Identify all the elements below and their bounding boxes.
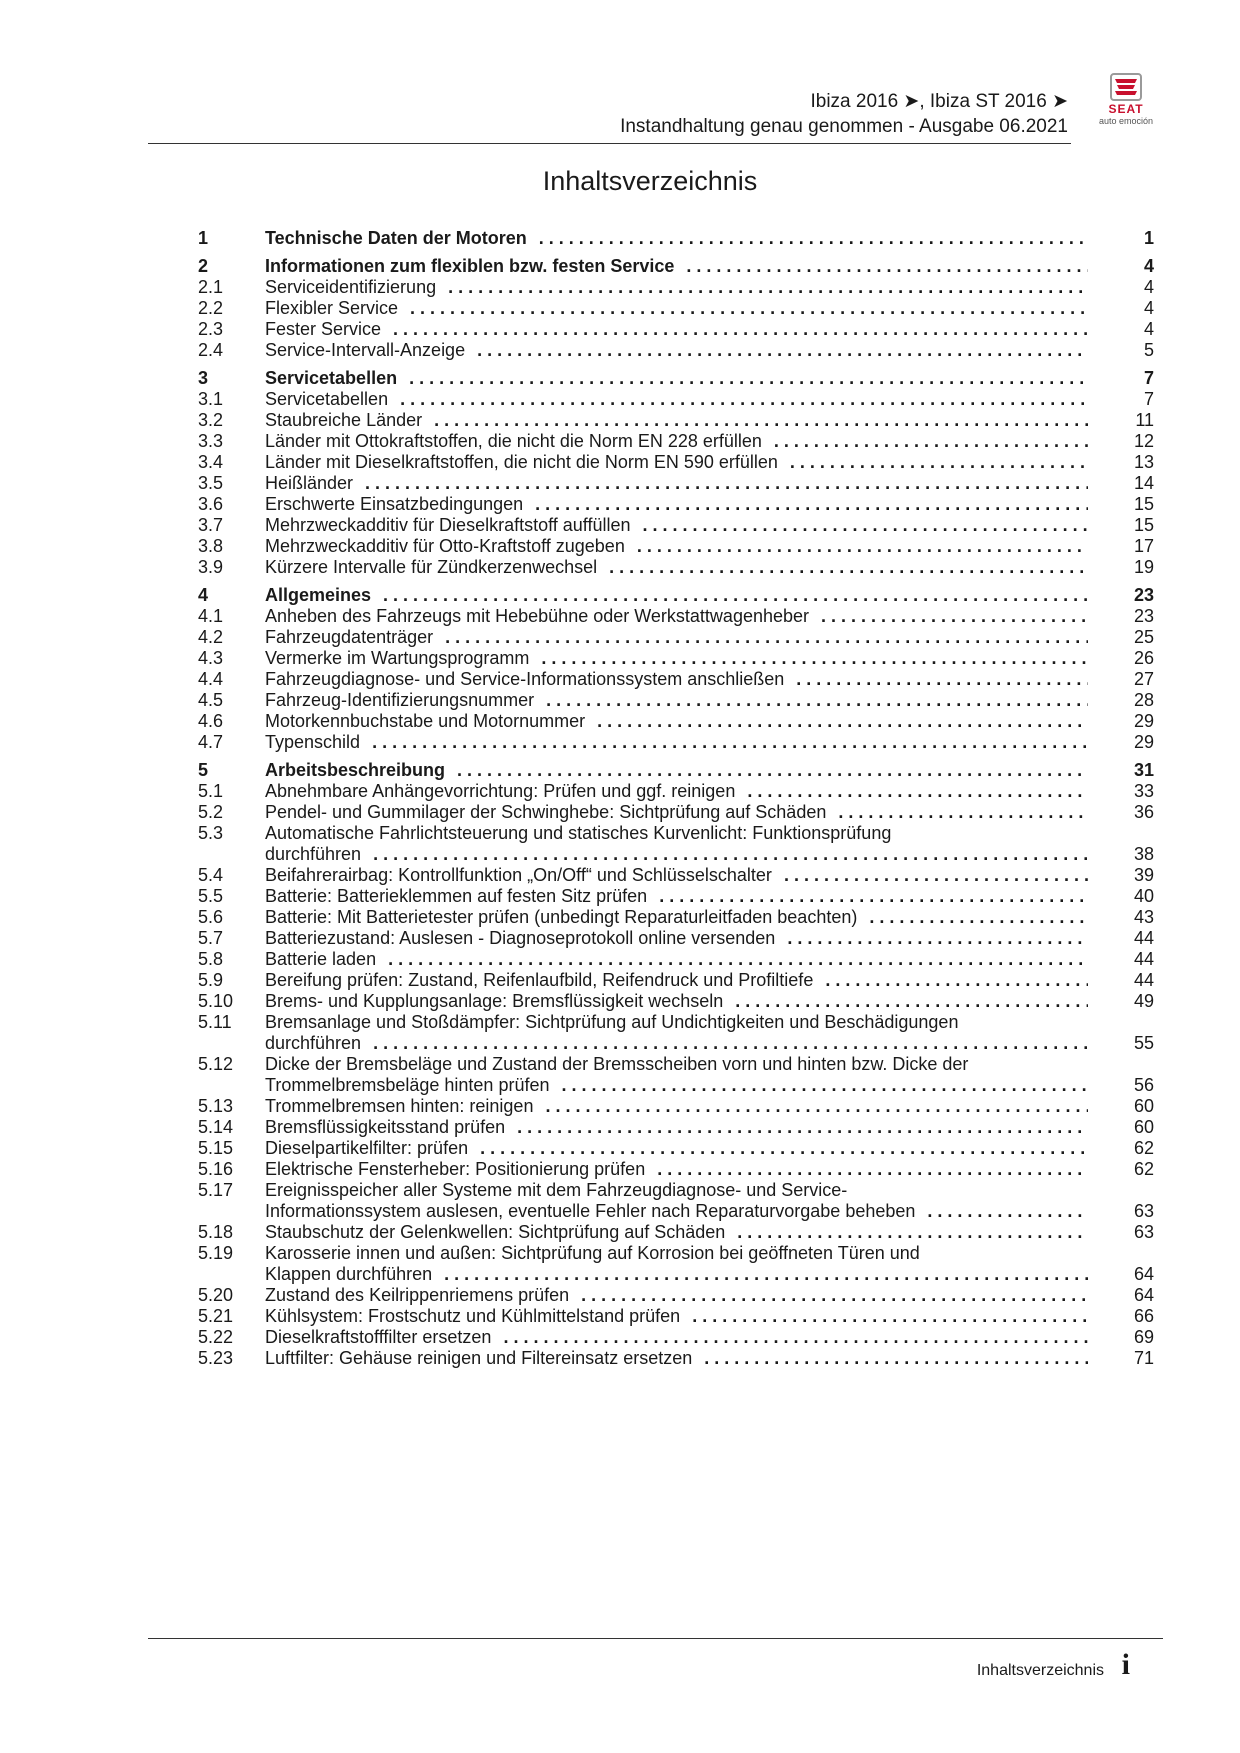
toc-entry-title: Elektrische Fensterheber: Positionierung prüfen bbox=[265, 1159, 646, 1179]
toc-dot-leader bbox=[838, 802, 1088, 823]
toc-entry-title: Servicetabellen bbox=[265, 389, 389, 409]
toc-dot-leader bbox=[869, 907, 1088, 928]
toc-entry-title: Bereifung prüfen: Zustand, Reifenlaufbild, Reifendruck und Profiltiefe bbox=[265, 970, 814, 990]
toc-dot-leader bbox=[686, 256, 1088, 277]
toc-entry-title: Heißländer bbox=[265, 473, 354, 493]
toc-page-number: 28 bbox=[1133, 690, 1154, 710]
toc-page-number: 13 bbox=[1133, 452, 1154, 472]
toc-entry-title: Anheben des Fahrzeugs mit Hebebühne oder Werkstattwagenheber bbox=[265, 606, 810, 626]
footer-divider bbox=[148, 1638, 1163, 1639]
toc-page-number: 64 bbox=[1133, 1264, 1154, 1284]
toc-section-entry[interactable] bbox=[198, 1243, 1154, 1285]
toc-chapter-entry[interactable] bbox=[198, 585, 1154, 606]
toc-chapter-entry[interactable] bbox=[198, 228, 1154, 249]
toc-section-entry[interactable] bbox=[198, 431, 1154, 452]
toc-entry-title: Automatische Fahrlichtsteuerung und statisches Kurvenlicht: Funktionsprüfung bbox=[265, 823, 892, 843]
toc-dot-leader bbox=[657, 1159, 1088, 1180]
toc-section-entry[interactable] bbox=[198, 970, 1154, 991]
toc-entry-number: 5.17 bbox=[198, 1180, 234, 1200]
toc-page-number: 38 bbox=[1133, 844, 1154, 864]
toc-entry-number: 5 bbox=[198, 760, 209, 780]
toc-section-entry[interactable] bbox=[198, 410, 1154, 431]
toc-entry-number: 5.2 bbox=[198, 802, 224, 822]
toc-dot-leader bbox=[790, 452, 1088, 473]
toc-dot-leader bbox=[737, 1222, 1088, 1243]
toc-entry-title: Batterie: Mit Batterietester prüfen (unbedingt Reparaturleitfaden beachten) bbox=[265, 907, 858, 927]
toc-section-entry[interactable] bbox=[198, 494, 1154, 515]
toc-dot-leader bbox=[535, 494, 1088, 515]
toc-entry-title: Abnehmbare Anhängevorrichtung: Prüfen und ggf. reinigen bbox=[265, 781, 736, 801]
toc-section-entry[interactable] bbox=[198, 557, 1154, 578]
toc-dot-leader bbox=[477, 340, 1088, 361]
toc-page-number: 44 bbox=[1133, 949, 1154, 969]
toc-dot-leader bbox=[373, 844, 1088, 865]
toc-entry-number: 5.18 bbox=[198, 1222, 234, 1242]
toc-page-number: 31 bbox=[1133, 760, 1154, 780]
toc-dot-leader bbox=[365, 473, 1088, 494]
toc-page-number: 12 bbox=[1133, 431, 1154, 451]
toc-page-number: 49 bbox=[1133, 991, 1154, 1011]
toc-section-entry[interactable] bbox=[198, 1159, 1154, 1180]
toc-entry-title: Beifahrerairbag: Kontrollfunktion „On/Off“ und Schlüsselschalter bbox=[265, 865, 772, 885]
toc-page-number: 60 bbox=[1133, 1096, 1154, 1116]
toc-entry-title: Servicetabellen bbox=[265, 368, 398, 388]
toc-dot-leader bbox=[546, 690, 1088, 711]
toc-section-entry[interactable] bbox=[198, 1180, 1154, 1222]
toc-page-number: 33 bbox=[1133, 781, 1154, 801]
toc-chapter-entry[interactable] bbox=[198, 760, 1154, 781]
toc-page-number: 55 bbox=[1133, 1033, 1154, 1053]
toc-entry-number: 5.22 bbox=[198, 1327, 234, 1347]
toc-entry-title: Fahrzeug-Identifizierungsnummer bbox=[265, 690, 535, 710]
toc-entry-number: 5.21 bbox=[198, 1306, 234, 1326]
toc-entry-number: 4.7 bbox=[198, 732, 224, 752]
toc-entry-number: 5.9 bbox=[198, 970, 224, 990]
toc-entry-number: 3.2 bbox=[198, 410, 224, 430]
toc-entry-title: Luftfilter: Gehäuse reinigen und Filtereinsatz ersetzen bbox=[265, 1348, 693, 1368]
toc-page-number: 4 bbox=[1143, 298, 1154, 318]
toc-entry-number: 5.6 bbox=[198, 907, 224, 927]
toc-dot-leader bbox=[409, 368, 1088, 389]
logo-tagline: auto emoción bbox=[1098, 116, 1154, 126]
toc-entry-title: Trommelbremsbeläge hinten prüfen bbox=[265, 1075, 550, 1095]
toc-entry-number: 5.16 bbox=[198, 1159, 234, 1179]
footer-page-number: i bbox=[1121, 1648, 1130, 1681]
toc-chapter-entry[interactable] bbox=[198, 256, 1154, 277]
toc-page-number: 7 bbox=[1143, 368, 1154, 388]
toc-entry-number: 3.4 bbox=[198, 452, 224, 472]
toc-entry-title: Serviceidentifizierung bbox=[265, 277, 437, 297]
toc-section-entry[interactable] bbox=[198, 1096, 1154, 1117]
toc-entry-title: Arbeitsbeschreibung bbox=[265, 760, 446, 780]
toc-entry-number: 5.3 bbox=[198, 823, 224, 843]
toc-section-entry[interactable] bbox=[198, 928, 1154, 949]
toc-entry-title: Ereignisspeicher aller Systeme mit dem Fahrzeugdiagnose- und Service- bbox=[265, 1180, 848, 1200]
toc-entry-title: Typenschild bbox=[265, 732, 361, 752]
toc-dot-leader bbox=[539, 228, 1088, 249]
toc-section-entry[interactable] bbox=[198, 627, 1154, 648]
toc-page-number: 14 bbox=[1133, 473, 1154, 493]
toc-section-entry[interactable] bbox=[198, 452, 1154, 473]
toc-entry-number: 5.5 bbox=[198, 886, 224, 906]
toc-section-entry[interactable] bbox=[198, 802, 1154, 823]
toc-dot-leader bbox=[787, 928, 1088, 949]
toc-dot-leader bbox=[457, 760, 1088, 781]
footer-section-name: Inhaltsverzeichnis bbox=[976, 1662, 1104, 1679]
toc-entry-title: Kühlsystem: Frostschutz und Kühlmittelstand prüfen bbox=[265, 1306, 681, 1326]
toc-dot-leader bbox=[796, 669, 1088, 690]
toc-section-entry[interactable] bbox=[198, 1327, 1154, 1348]
toc-entry-number: 2 bbox=[198, 256, 209, 276]
toc-entry-number: 5.8 bbox=[198, 949, 224, 969]
toc-entry-title: Mehrzweckadditiv für Dieselkraftstoff auffüllen bbox=[265, 515, 631, 535]
toc-entry-title: Vermerke im Wartungsprogramm bbox=[265, 648, 530, 668]
toc-page-number: 4 bbox=[1143, 319, 1154, 339]
toc-section-entry[interactable] bbox=[198, 606, 1154, 627]
toc-dot-leader bbox=[774, 431, 1088, 452]
toc-entry-title: Staubreiche Länder bbox=[265, 410, 423, 430]
document-header bbox=[148, 90, 1068, 146]
toc-entry-number: 3.3 bbox=[198, 431, 224, 451]
toc-dot-leader bbox=[545, 1096, 1088, 1117]
toc-dot-leader bbox=[400, 389, 1088, 410]
toc-dot-leader bbox=[388, 949, 1088, 970]
toc-entry-title: Technische Daten der Motoren bbox=[265, 228, 527, 248]
toc-entry-number: 3 bbox=[198, 368, 209, 388]
toc-entry-title: Allgemeines bbox=[265, 585, 372, 605]
toc-section-entry[interactable] bbox=[198, 1306, 1154, 1327]
toc-page-number: 63 bbox=[1133, 1222, 1154, 1242]
toc-entry-number: 3.9 bbox=[198, 557, 224, 577]
toc-section-entry[interactable] bbox=[198, 781, 1154, 802]
toc-dot-leader bbox=[444, 1264, 1088, 1285]
toc-section-entry[interactable] bbox=[198, 298, 1154, 319]
toc-page-number: 44 bbox=[1133, 970, 1154, 990]
toc-section-entry[interactable] bbox=[198, 1012, 1154, 1054]
seat-logo bbox=[1090, 72, 1162, 132]
toc-dot-leader bbox=[517, 1117, 1088, 1138]
toc-dot-leader bbox=[747, 781, 1088, 802]
toc-section-entry[interactable] bbox=[198, 690, 1154, 711]
toc-entry-title: Länder mit Ottokraftstoffen, die nicht die Norm EN 228 erfüllen bbox=[265, 431, 762, 451]
toc-entry-number: 3.1 bbox=[198, 389, 224, 409]
header-divider bbox=[148, 143, 1071, 144]
toc-dot-leader bbox=[821, 606, 1088, 627]
toc-dot-leader bbox=[643, 515, 1088, 536]
toc-entry-number: 2.3 bbox=[198, 319, 224, 339]
toc-page-number: 4 bbox=[1143, 256, 1154, 276]
toc-dot-leader bbox=[581, 1285, 1088, 1306]
toc-page-number: 56 bbox=[1133, 1075, 1154, 1095]
toc-page-number: 27 bbox=[1133, 669, 1154, 689]
toc-dot-leader bbox=[393, 319, 1088, 340]
toc-entry-title: Dicke der Bremsbeläge und Zustand der Bremsscheiben vorn und hinten bzw. Dicke der bbox=[265, 1054, 969, 1074]
toc-entry-number: 5.15 bbox=[198, 1138, 234, 1158]
toc-dot-leader bbox=[434, 410, 1088, 431]
toc-entry-number: 3.5 bbox=[198, 473, 224, 493]
toc-entry-title: Informationen zum flexiblen bzw. festen Service bbox=[265, 256, 675, 276]
toc-entry-number: 5.14 bbox=[198, 1117, 234, 1137]
toc-section-entry[interactable] bbox=[198, 277, 1154, 298]
toc-dot-leader bbox=[561, 1075, 1088, 1096]
toc-entry-title: Motorkennbuchstabe und Motornummer bbox=[265, 711, 586, 731]
toc-entry-number: 4 bbox=[198, 585, 209, 605]
toc-section-entry[interactable] bbox=[198, 389, 1154, 410]
toc-entry-number: 4.5 bbox=[198, 690, 224, 710]
toc-dot-leader bbox=[784, 865, 1088, 886]
toc-entry-number: 3.8 bbox=[198, 536, 224, 556]
toc-dot-leader bbox=[410, 298, 1088, 319]
toc-dot-leader bbox=[692, 1306, 1088, 1327]
toc-page-number: 62 bbox=[1133, 1138, 1154, 1158]
toc-section-entry[interactable] bbox=[198, 907, 1154, 928]
toc-page-number: 44 bbox=[1133, 928, 1154, 948]
toc-section-entry[interactable] bbox=[198, 1348, 1154, 1369]
toc-entry-title: Dieselkraftstofffilter ersetzen bbox=[265, 1327, 492, 1347]
toc-entry-title: Fahrzeugdiagnose- und Service-Informationssystem anschließen bbox=[265, 669, 785, 689]
page-title: Inhaltsverzeichnis bbox=[542, 166, 758, 196]
toc-section-entry[interactable] bbox=[198, 515, 1154, 536]
toc-entry-number: 5.13 bbox=[198, 1096, 234, 1116]
toc-entry-title: Klappen durchführen bbox=[265, 1264, 433, 1284]
toc-dot-leader bbox=[609, 557, 1088, 578]
toc-entry-title: Mehrzweckadditiv für Otto-Kraftstoff zugeben bbox=[265, 536, 625, 556]
toc-entry-number: 5.11 bbox=[198, 1012, 232, 1032]
toc-page-number: 62 bbox=[1133, 1159, 1154, 1179]
toc-page-number: 69 bbox=[1133, 1327, 1154, 1347]
toc-entry-number: 4.3 bbox=[198, 648, 224, 668]
toc-entry-number: 5.7 bbox=[198, 928, 224, 948]
header-edition: Instandhaltung genau genommen - Ausgabe 06.2021 bbox=[620, 116, 1068, 137]
toc-entry-title: Dieselpartikelfilter: prüfen bbox=[265, 1138, 469, 1158]
toc-section-entry[interactable] bbox=[198, 823, 1154, 865]
toc-section-entry[interactable] bbox=[198, 669, 1154, 690]
toc-entry-title: Erschwerte Einsatzbedingungen bbox=[265, 494, 524, 514]
toc-section-entry[interactable] bbox=[198, 1285, 1154, 1306]
header-model: Ibiza 2016 ➤, Ibiza ST 2016 ➤ bbox=[810, 91, 1068, 112]
toc-entry-number: 5.20 bbox=[198, 1285, 234, 1305]
toc-section-entry[interactable] bbox=[198, 340, 1154, 361]
toc-page-number: 29 bbox=[1133, 711, 1154, 731]
toc-page-number: 63 bbox=[1133, 1201, 1154, 1221]
toc-page-number: 64 bbox=[1133, 1285, 1154, 1305]
toc-page-number: 66 bbox=[1133, 1306, 1154, 1326]
toc-entry-number: 4.2 bbox=[198, 627, 224, 647]
toc-entry-title: Service-Intervall-Anzeige bbox=[265, 340, 466, 360]
toc-entry-title: Zustand des Keilrippenriemens prüfen bbox=[265, 1285, 570, 1305]
toc-section-entry[interactable] bbox=[198, 319, 1154, 340]
toc-entry-number: 5.4 bbox=[198, 865, 224, 885]
toc-section-entry[interactable] bbox=[198, 473, 1154, 494]
toc-page-number: 36 bbox=[1133, 802, 1154, 822]
toc-page-number: 60 bbox=[1133, 1117, 1154, 1137]
toc-entry-number: 5.1 bbox=[198, 781, 224, 801]
toc-dot-leader bbox=[480, 1138, 1088, 1159]
toc-section-entry[interactable] bbox=[198, 1138, 1154, 1159]
toc-entry-title: durchführen bbox=[265, 844, 362, 864]
toc-page-number: 71 bbox=[1133, 1348, 1154, 1368]
toc-page-number: 1 bbox=[1143, 228, 1154, 248]
toc-entry-number: 5.10 bbox=[198, 991, 234, 1011]
toc-section-entry[interactable] bbox=[198, 886, 1154, 907]
toc-section-entry[interactable] bbox=[198, 1054, 1154, 1096]
toc-entry-title: Batterie: Batterieklemmen auf festen Sitz prüfen bbox=[265, 886, 648, 906]
toc-entry-title: Fahrzeugdatenträger bbox=[265, 627, 434, 647]
toc-page-number: 39 bbox=[1133, 865, 1154, 885]
toc-page-number: 7 bbox=[1143, 389, 1154, 409]
toc-dot-leader bbox=[445, 627, 1088, 648]
toc-page-number: 23 bbox=[1133, 585, 1154, 605]
toc-page-number: 19 bbox=[1133, 557, 1154, 577]
toc-entry-title: Fester Service bbox=[265, 319, 382, 339]
toc-entry-title: Bremsflüssigkeitsstand prüfen bbox=[265, 1117, 506, 1137]
toc-entry-number: 4.6 bbox=[198, 711, 224, 731]
toc-dot-leader bbox=[637, 536, 1088, 557]
toc-page-number: 15 bbox=[1133, 494, 1154, 514]
toc-dot-leader bbox=[448, 277, 1088, 298]
toc-entry-title: Trommelbremsen hinten: reinigen bbox=[265, 1096, 534, 1116]
toc-dot-leader bbox=[735, 991, 1088, 1012]
toc-page-number: 26 bbox=[1133, 648, 1154, 668]
toc-dot-leader bbox=[659, 886, 1088, 907]
toc-entry-title: Informationssystem auslesen, eventuelle Fehler nach Reparaturvorgabe beheben bbox=[265, 1201, 916, 1221]
toc-entry-number: 3.7 bbox=[198, 515, 224, 535]
toc-entry-number: 2.1 bbox=[198, 277, 224, 297]
toc-entry-title: Batteriezustand: Auslesen - Diagnoseprotokoll online versenden bbox=[265, 928, 776, 948]
toc-page-number: 17 bbox=[1133, 536, 1154, 556]
toc-dot-leader bbox=[383, 585, 1088, 606]
toc-page-number: 43 bbox=[1133, 907, 1154, 927]
toc-section-entry[interactable] bbox=[198, 732, 1154, 753]
toc-section-entry[interactable] bbox=[198, 865, 1154, 886]
toc-entry-title: Länder mit Dieselkraftstoffen, die nicht die Norm EN 590 erfüllen bbox=[265, 452, 778, 472]
toc-section-entry[interactable] bbox=[198, 711, 1154, 732]
toc-dot-leader bbox=[927, 1201, 1088, 1222]
toc-page-number: 40 bbox=[1133, 886, 1154, 906]
toc-entry-number: 5.12 bbox=[198, 1054, 234, 1074]
toc-page-number: 4 bbox=[1143, 277, 1154, 297]
toc-dot-leader bbox=[541, 648, 1088, 669]
toc-page-number: 29 bbox=[1133, 732, 1154, 752]
toc-entry-title: Bremsanlage und Stoßdämpfer: Sichtprüfung auf Undichtigkeiten und Beschädigungen bbox=[265, 1012, 959, 1032]
toc-section-entry[interactable] bbox=[198, 949, 1154, 970]
toc-dot-leader bbox=[597, 711, 1088, 732]
toc-page-number: 25 bbox=[1133, 627, 1154, 647]
toc-page-number: 15 bbox=[1133, 515, 1154, 535]
toc-entry-number: 2.4 bbox=[198, 340, 224, 360]
seat-emblem-icon bbox=[1109, 72, 1143, 102]
toc-entry-number: 3.6 bbox=[198, 494, 224, 514]
toc-entry-number: 4.4 bbox=[198, 669, 224, 689]
toc-entry-number: 1 bbox=[198, 228, 209, 248]
toc-section-entry[interactable] bbox=[198, 1222, 1154, 1243]
toc-section-entry[interactable] bbox=[198, 1117, 1154, 1138]
toc-entry-title: Flexibler Service bbox=[265, 298, 399, 318]
toc-dot-leader bbox=[704, 1348, 1088, 1369]
toc-section-entry[interactable] bbox=[198, 991, 1154, 1012]
toc-section-entry[interactable] bbox=[198, 648, 1154, 669]
toc-entry-number: 4.1 bbox=[198, 606, 224, 626]
toc-entry-title: Pendel- und Gummilager der Schwinghebe: Sichtprüfung auf Schäden bbox=[265, 802, 827, 822]
toc-dot-leader bbox=[372, 732, 1088, 753]
toc-entry-number: 2.2 bbox=[198, 298, 224, 318]
logo-wordmark: SEAT bbox=[1108, 102, 1144, 116]
toc-page-number: 23 bbox=[1133, 606, 1154, 626]
toc-entry-number: 5.19 bbox=[198, 1243, 234, 1263]
table-of-contents bbox=[198, 228, 1154, 1369]
toc-dot-leader bbox=[503, 1327, 1088, 1348]
toc-entry-title: Karosserie innen und außen: Sichtprüfung auf Korrosion bei geöffneten Türen und bbox=[265, 1243, 920, 1263]
toc-entry-title: Staubschutz der Gelenkwellen: Sichtprüfung auf Schäden bbox=[265, 1222, 726, 1242]
toc-chapter-entry[interactable] bbox=[198, 368, 1154, 389]
toc-section-entry[interactable] bbox=[198, 536, 1154, 557]
toc-entry-title: Kürzere Intervalle für Zündkerzenwechsel bbox=[265, 557, 598, 577]
toc-entry-title: Brems- und Kupplungsanlage: Bremsflüssigkeit wechseln bbox=[265, 991, 724, 1011]
toc-entry-number: 5.23 bbox=[198, 1348, 234, 1368]
toc-dot-leader bbox=[825, 970, 1088, 991]
toc-dot-leader bbox=[373, 1033, 1088, 1054]
toc-page-number: 5 bbox=[1143, 340, 1154, 360]
toc-entry-title: durchführen bbox=[265, 1033, 362, 1053]
toc-entry-title: Batterie laden bbox=[265, 949, 377, 969]
toc-page-number: 11 bbox=[1135, 410, 1154, 430]
